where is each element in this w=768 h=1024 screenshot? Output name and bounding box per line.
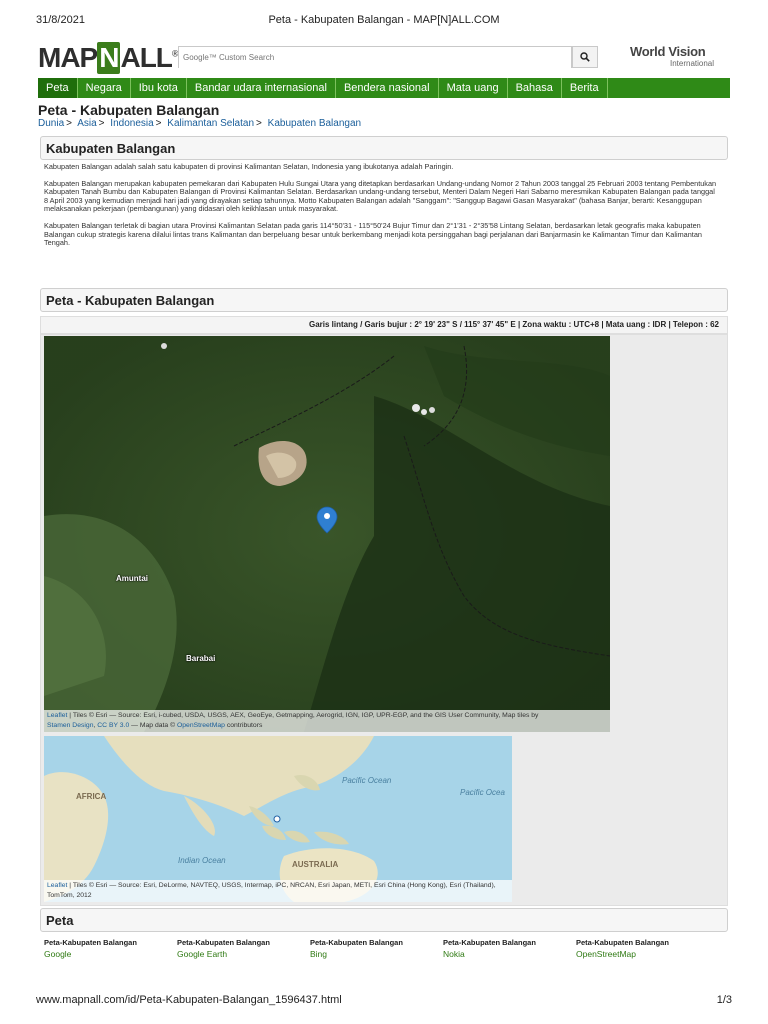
site-header [38,40,730,76]
nav-item-ibu-kota[interactable]: Ibu kota [131,78,187,98]
map-label-indian-ocean: Indian Ocean [178,856,226,865]
attrib-text: | Tiles © Esri — Source: Esri, i-cubed, USDA, USGS, AEX, GeoEye, Getmapping, Aerogrid, IGN, IGP, UPR-EGP, and the GIS User Community, Map tiles by [67,712,539,719]
maps-links-heading-panel [40,908,728,932]
cc-by-link[interactable]: CC BY 3.0 [97,722,130,729]
breadcrumb-link-kalimantan-selatan[interactable]: Kalimantan Selatan [167,118,255,129]
maps-link-item [576,938,709,959]
map-heading: Peta - Kabupaten Balangan [46,293,215,308]
site-logo[interactable] [38,42,178,74]
search-icon [580,52,590,62]
print-footer [36,994,732,1010]
sponsor-subtitle: International [670,59,715,68]
breadcrumb-link-kabupaten-balangan[interactable]: Kabupaten Balangan [267,118,362,129]
print-url: www.mapnall.com/id/Peta-Kabupaten-Balangan_1596437.html [36,994,342,1006]
map-label-africa: AFRICA [76,792,107,801]
logo-suffix: ALL [120,42,172,73]
about-heading: Kabupaten Balangan [46,141,176,156]
osm-link[interactable]: OpenStreetMap [176,722,225,729]
print-title: Peta - Kabupaten Balangan - MAP[N]ALL.COM [268,14,500,26]
map-label-pacific-ocean-2: Pacific Ocea [460,788,505,797]
maps-link-nokia[interactable]: Nokia [443,949,465,959]
world-attrib-text: | Tiles © Esri — Source: Esri, DeLorme, NAVTEQ, USGS, Intermap, iPC, NRCAN, Esri Japan, METI, Esri China (Hong Kong), Esri (Thailand), TomTom, 2012 [47,882,496,899]
main-nav [38,78,730,98]
world-map-attribution [44,880,512,902]
about-paragraph-3: Kabupaten Balangan terletak di bagian utara Provinsi Kalimantan Selatan pada garis 114°50'31 - 115°50'24 Bujur Timur dan 2°1'31 - 2°35'58 Lintang Selatan, berdasarkan letak geografis maka kabupaten Balangan cukup strategis karena dilalui lintas trans Kalimantan dan berpeluang besar untuk berkembang menjadi kota persinggahan bagi perjalanan dari Banjarmasin ke Kalimantan Timur dan Kalimantan Tengah. [44,220,702,248]
map-label-pacific-ocean-1: Pacific Ocean [342,776,392,785]
maps-link-caption: Peta-Kabupaten Balangan [177,938,270,947]
maps-links [44,938,724,959]
maps-link-item [443,938,576,959]
page-title: Peta - Kabupaten Balangan [38,102,220,118]
nav-item-bandar-udara[interactable]: Bandar udara internasional [187,78,336,98]
breadcrumb: Dunia > Asia > Indonesia > Kalimantan Selatan > Kabupaten Balangan [38,118,362,129]
attrib-end: contributors [224,722,263,729]
location-info-bar: Garis lintang / Garis bujur : 2° 19' 23" S / 115° 37' 45" E | Zona waktu : UTC+8 | Mata uang : IDR | Telepon : 62 [40,316,728,334]
leaflet-link[interactable]: Leaflet [47,712,68,719]
stamen-link[interactable]: Stamen Design [47,722,94,729]
print-date: 31/8/2021 [36,14,85,26]
maps-link-caption: Peta-Kabupaten Balangan [44,938,137,947]
nav-item-berita[interactable]: Berita [562,78,608,98]
satellite-map-attribution: Leaflet | Tiles © Esri — Source: Esri, i-cubed, USDA, USGS, AEX, GeoEye, Getmapping, Aerogrid, IGN, IGP, UPR-EGP, and the GIS User Community, Map tiles by Stamen Design, CC BY 3.0 — Map data © OpenStreetMap contributors [44,710,610,732]
sponsor-name: World Vision [630,44,706,59]
world-overview-map[interactable] [44,736,512,902]
maps-link-caption: Peta-Kabupaten Balangan [576,938,669,947]
attrib-mid: — Map data © [129,722,177,729]
nav-item-mata-uang[interactable]: Mata uang [439,78,508,98]
sponsor-logo[interactable] [630,44,730,74]
nav-item-negara[interactable]: Negara [78,78,131,98]
about-description [44,163,720,256]
maps-link-google[interactable]: Google [44,949,72,959]
map-label-barabai: Barabai [186,654,216,663]
print-page-number: 1/3 [716,994,732,1006]
search-box [178,46,572,68]
breadcrumb-link-dunia[interactable]: Dunia [38,118,65,129]
maps-link-google-earth[interactable]: Google Earth [177,949,228,959]
about-paragraph-1: Kabupaten Balangan adalah salah satu kabupaten di provinsi Kalimantan Selatan, Indonesia yang ibukotanya adalah Paringin. [44,162,454,171]
logo-n: N [99,42,119,73]
maps-link-item [310,938,443,959]
maps-link-item [177,938,310,959]
search-input[interactable] [179,48,571,68]
maps-link-openstreetmap[interactable]: OpenStreetMap [576,949,637,959]
about-heading-panel [40,136,728,160]
nav-item-bahasa[interactable]: Bahasa [508,78,562,98]
map-label-amuntai: Amuntai [116,574,148,583]
maps-link-item [44,938,177,959]
about-paragraph-2: Kabupaten Balangan merupakan kabupaten pemekaran dari Kabupaten Hulu Sungai Utara yang ditetapkan berdasarkan Undang-undang Nomor 2 Tahun 2003 tanggal 25 Februari 2003 tentang Pembentukan Kabupaten Tanah Bumbu dan Kabupaten Balangan di Provinsi Kalimantan Selatan. Berdasarkan undang-undang tersebut, Menteri Dalam Negeri Hari Sabarno meresmikan Kabupaten Balangan pada tanggal 8 April 2003 yang kemudian menjadi hari jadi yang dirayakan setiap tahunnya. Motto Kabupaten Balangan adalah "Sanggam": "Sanggup Bagawi Gasan Masyarakat" (bahasa Banjar, berarti: Kesanggupan melaksanakan pekerjaan (pembangunan) yang didasari oleh keikhlasan untuk masyarakat. [44,178,717,214]
maps-link-caption: Peta-Kabupaten Balangan [310,938,403,947]
satellite-map[interactable] [44,336,610,732]
maps-links-heading: Peta [46,913,74,928]
map-label-australia: AUSTRALIA [292,860,339,869]
breadcrumb-link-asia[interactable]: Asia [77,118,97,129]
maps-link-caption: Peta-Kabupaten Balangan [443,938,536,947]
logo-prefix: MAP [38,42,98,73]
nav-item-peta[interactable]: Peta [38,78,78,98]
world-leaflet-link[interactable]: Leaflet [47,882,68,889]
print-header [36,14,732,30]
maps-link-bing[interactable]: Bing [310,949,328,959]
nav-item-bendera[interactable]: Bendera nasional [336,78,439,98]
search-button[interactable] [572,46,598,68]
logo-mark: ® [171,48,178,59]
map-heading-panel [40,288,728,312]
breadcrumb-link-indonesia[interactable]: Indonesia [110,118,154,129]
